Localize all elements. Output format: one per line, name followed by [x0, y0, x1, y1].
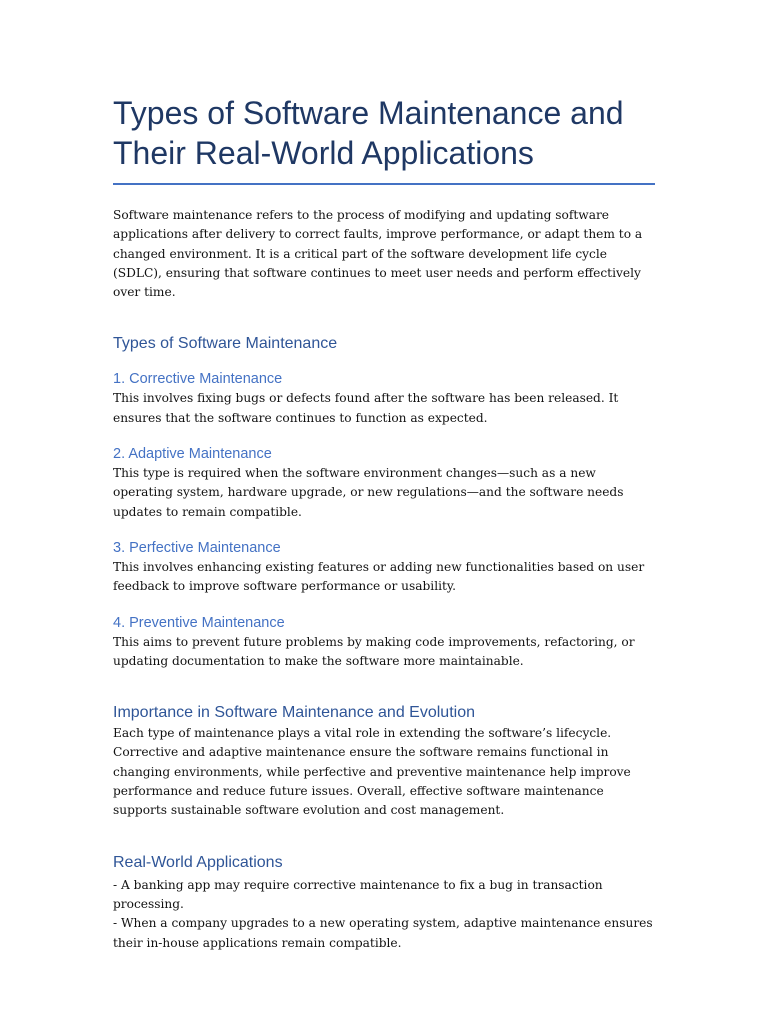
types-heading: Types of Software Maintenance — [113, 335, 338, 353]
document-title — [113, 93, 655, 185]
intro-paragraph: Software maintenance refers to the process of modifying and updating software applications after delivery to correct faults, improve performance, or adapt them to a changed environment. It is a critical part of the software development life cycle (SDLC), ensuring that software continues to meet user needs and perform effectively over time. — [113, 208, 643, 300]
title-line-2: Their Real-World Applications — [113, 135, 534, 171]
importance-heading: Importance in Software Maintenance and Evolution — [113, 704, 475, 722]
corrective-heading: 1. Corrective Maintenance — [113, 371, 283, 388]
perfective-heading: 3. Perfective Maintenance — [113, 539, 281, 556]
adaptive-text: This type is required when the software environment changes—such as a new operating system, hardware upgrade, or new regulations—and the software needs updates to remain compatible. — [113, 466, 624, 519]
applications-heading: Real-World Applications — [113, 853, 283, 871]
importance-text: Each type of maintenance plays a vital role in extending the software’s lifecycle. Corrective and adaptive maintenance ensure the software remains functional in changing environments, while perfective and preventive maintenance help improve performance and reduce future issues. Overall, effective software maintenance supports sustainable software evolution and cost management. — [113, 726, 631, 818]
application-item-os-upgrade: - When a company upgrades to a new operating system, adaptive maintenance ensures their in-house applications remain compatible. — [113, 916, 653, 950]
applications-list — [113, 876, 655, 953]
adaptive-heading: 2. Adaptive Maintenance — [113, 446, 272, 463]
perfective-text: This involves enhancing existing features or adding new functionalities based on user feedback to improve software performance or usability. — [113, 559, 645, 594]
title-line-1: Types of Software Maintenance and — [113, 95, 624, 131]
corrective-text: This involves fixing bugs or defects found after the software has been released. It ensures that the software continues to function as expected. — [113, 391, 619, 425]
application-item-banking: - A banking app may require corrective maintenance to fix a bug in transaction processing. — [113, 877, 603, 911]
preventive-text: This aims to prevent future problems by making code improvements, refactoring, or updating documentation to make the software more maintainable. — [113, 634, 635, 668]
preventive-heading: 4. Preventive Maintenance — [113, 614, 285, 631]
